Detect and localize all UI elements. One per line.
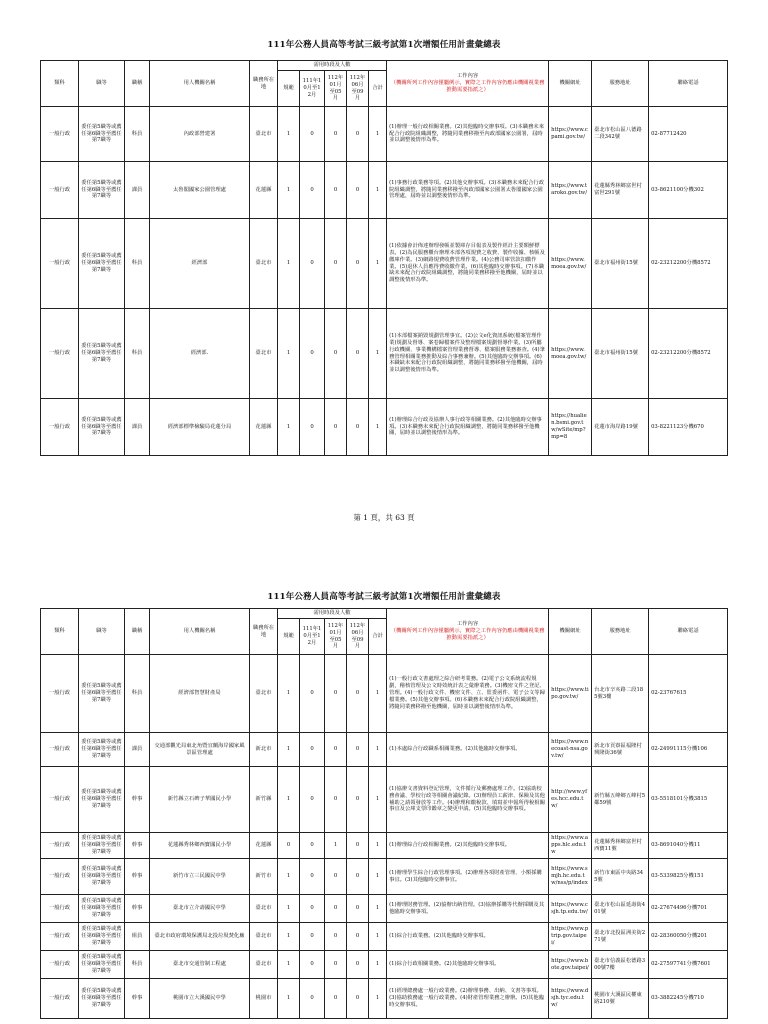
cell-address: 臺北市北投區洲美街271號 bbox=[592, 923, 649, 951]
cell-grade: 委任第5職等或薦任第6職等至薦任第7職等 bbox=[79, 895, 125, 923]
header-duty-note: （機關所列工作內容僅屬例示，實際之工作內容仍應由機關視業務推動需要指派之） bbox=[390, 628, 545, 641]
cell-duty: (1)綜合行政相關業務。(2)其他臨時交辦事項。 bbox=[387, 951, 549, 979]
cell-post: 課員 bbox=[125, 733, 150, 767]
cell-track: 一般行政 bbox=[41, 733, 79, 767]
header-period-3: 112年06月至09月 bbox=[347, 71, 369, 107]
cell-period-3: 0 bbox=[347, 859, 369, 895]
cell-duty: (1)協辦文書資料登記管理，文件循行及郵務處理工作。(2)協助校務會議、學校行政等相關會議紀錄。(3)辦理員工薪津、保險及其他補助之請領發放等工作。(4)辦理和繳稅款、填寫並申報所得稅相關事宜及公庫支票印鑑章之變更申請。(5)其他臨時交辦事項。 bbox=[387, 767, 549, 833]
cell-post: 科員 bbox=[125, 219, 150, 309]
cell-spec: 1 bbox=[278, 859, 300, 895]
cell-duty: (1)辦理一般行政相關業務。(2)其他臨時交辦事項。(3)本職務未來配合行政院組織調整，將隨同業務移撥至內政部國家公園署，屆時並以調整後情形為準。 bbox=[387, 107, 549, 162]
cell-agency: 經濟部智慧財產局 bbox=[150, 655, 250, 733]
cell-grade: 委任第5職等或薦任第6職等至薦任第7職等 bbox=[79, 655, 125, 733]
table-row bbox=[41, 979, 728, 1019]
cell-phone: 03-5339825分機151 bbox=[649, 859, 728, 895]
cell-total: 1 bbox=[369, 733, 387, 767]
cell-spec: 1 bbox=[278, 895, 300, 923]
cell-address: 花蓮縣秀林鄉富世村西寶11號 bbox=[592, 833, 649, 859]
cell-duty: (1)依據會計佈達辦理發帳並製庫存目報表及製作經計主要額鮮標表。(2)為民服務櫃台辦理本部各項規費之收費、製作收據、核帳及繳庫作業。(3)網路規費收費管理作業。(4)公務司庫管款扣繳作業。(5)退休人員應得費收繳作業。(6)其他臨時交辦事項。(7)本職缺未來配合行政院組織調整，將隨同業務移撥至他機關，屆時並以調整後情形為準。 bbox=[387, 219, 549, 309]
cell-website: https://www.cpami.gov.tw/ bbox=[549, 107, 592, 162]
cell-period-3: 0 bbox=[347, 833, 369, 859]
cell-website: https://www.necoast-nsa.gov.tw/ bbox=[549, 733, 592, 767]
cell-post: 科員 bbox=[125, 107, 150, 162]
cell-period-2: 0 bbox=[325, 767, 347, 833]
cell-grade: 委任第5職等或薦任第6職等至薦任第7職等 bbox=[79, 219, 125, 309]
allocation-table bbox=[40, 60, 728, 456]
cell-spec: 1 bbox=[278, 107, 300, 162]
table-body bbox=[41, 655, 728, 1019]
cell-period-3: 0 bbox=[347, 107, 369, 162]
cell-phone: 03-8621100分機302 bbox=[649, 162, 728, 219]
cell-track: 一般行政 bbox=[41, 162, 79, 219]
cell-post: 課員 bbox=[125, 162, 150, 219]
cell-location: 臺北市 bbox=[250, 107, 278, 162]
cell-period-1: 0 bbox=[300, 833, 325, 859]
cell-track: 一般行政 bbox=[41, 219, 79, 309]
cell-duty: (1)事務行政業務等項。(2)其他交辦事項。(3)本職務未來配合行政院組織調整，將隨同業務移撥至內政部國家公園署太魯閣國家公園管理處，屆時並以調整後情形為準。 bbox=[387, 162, 549, 219]
cell-period-3: 0 bbox=[347, 655, 369, 733]
cell-period-3: 0 bbox=[347, 923, 369, 951]
cell-agency: 太魯閣國家公園管理處 bbox=[150, 162, 250, 219]
cell-period-2: 0 bbox=[325, 951, 347, 979]
cell-grade: 委任第5職等或薦任第6職等至薦任第7職等 bbox=[79, 733, 125, 767]
cell-website: https://www.tipo.gov.tw/ bbox=[549, 655, 592, 733]
cell-period-2: 0 bbox=[325, 895, 347, 923]
header-post: 職稱 bbox=[125, 61, 150, 107]
header-address: 服務地址 bbox=[592, 61, 649, 107]
cell-location: 桃園市 bbox=[250, 979, 278, 1019]
cell-period-2: 1 bbox=[325, 833, 347, 859]
cell-phone: 02-24991115分機106 bbox=[649, 733, 728, 767]
cell-period-1: 0 bbox=[300, 655, 325, 733]
cell-phone: 03-5518101分機3815 bbox=[649, 767, 728, 833]
header-period-2: 112年01月至05月 bbox=[325, 71, 347, 107]
cell-period-1: 0 bbox=[300, 107, 325, 162]
cell-period-3: 0 bbox=[347, 309, 369, 399]
cell-period-2: 0 bbox=[325, 107, 347, 162]
cell-address: 台北市辛亥路二段185號3樓 bbox=[592, 655, 649, 733]
cell-post: 組員 bbox=[125, 923, 150, 951]
cell-grade: 委任第5職等或薦任第6職等至薦任第7職等 bbox=[79, 309, 125, 399]
table-header bbox=[41, 609, 728, 655]
cell-post: 幹事 bbox=[125, 895, 150, 923]
header-period-2: 112年01月至05月 bbox=[325, 619, 347, 655]
cell-agency: 新竹縣立石碑子華國民小學 bbox=[150, 767, 250, 833]
cell-period-1: 0 bbox=[300, 162, 325, 219]
cell-address: 花蓮市海岸路19號 bbox=[592, 399, 649, 456]
cell-post: 科員 bbox=[125, 951, 150, 979]
cell-website: https://www.smjh.hc.edu.tw/nss/p/index bbox=[549, 859, 592, 895]
cell-period-2: 0 bbox=[325, 219, 347, 309]
cell-grade: 委任第5職等或薦任第6職等至薦任第7職等 bbox=[79, 162, 125, 219]
cell-period-2: 0 bbox=[325, 309, 347, 399]
cell-agency: 臺北市政府環境保護局北投垃圾焚化廠 bbox=[150, 923, 250, 951]
table-header bbox=[41, 61, 728, 107]
cell-agency: 交通部觀光局東北角暨宜蘭海岸國家風景區管理處 bbox=[150, 733, 250, 767]
cell-phone: 03-8221123分機670 bbox=[649, 399, 728, 456]
cell-track: 一般行政 bbox=[41, 655, 79, 733]
cell-period-3: 0 bbox=[347, 399, 369, 456]
header-duty-label: 工作內容 bbox=[456, 73, 479, 80]
cell-period-1: 0 bbox=[300, 399, 325, 456]
cell-agency: 臺北市交通管制工程處 bbox=[150, 951, 250, 979]
cell-agency: 新竹市立三民國民中學 bbox=[150, 859, 250, 895]
cell-location: 新竹市 bbox=[250, 859, 278, 895]
header-website: 機關網址 bbox=[549, 609, 592, 655]
header-duty bbox=[387, 609, 549, 655]
cell-track: 一般行政 bbox=[41, 951, 79, 979]
cell-period-2: 0 bbox=[325, 733, 347, 767]
cell-grade: 委任第5職等或薦任第6職等至薦任第7職等 bbox=[79, 951, 125, 979]
cell-track: 一般行政 bbox=[41, 767, 79, 833]
cell-period-1: 0 bbox=[300, 309, 325, 399]
cell-location: 花蓮縣 bbox=[250, 162, 278, 219]
header-grade: 職等 bbox=[79, 609, 125, 655]
cell-phone: 02-27674496分機701 bbox=[649, 895, 728, 923]
cell-total: 1 bbox=[369, 399, 387, 456]
cell-spec: 1 bbox=[278, 979, 300, 1019]
cell-agency: 經濟部標準檢驗局花蓮分局 bbox=[150, 399, 250, 456]
cell-spec: 1 bbox=[278, 923, 300, 951]
table-row bbox=[41, 655, 728, 733]
header-location: 職務所在地 bbox=[250, 61, 278, 107]
cell-grade: 委任第5職等或薦任第6職等至薦任第7職等 bbox=[79, 767, 125, 833]
cell-post: 科員 bbox=[125, 655, 150, 733]
header-period-1: 111年10月至12月 bbox=[300, 619, 325, 655]
cell-location: 臺北市 bbox=[250, 923, 278, 951]
cell-grade: 委任第5職等或薦任第6職等至薦任第7職等 bbox=[79, 859, 125, 895]
cell-track: 一般行政 bbox=[41, 399, 79, 456]
cell-agency: 桃園市立大溪國民中學 bbox=[150, 979, 250, 1019]
cell-website: https://www.dsjh.tyc.edu.tw/ bbox=[549, 979, 592, 1019]
cell-track: 一般行政 bbox=[41, 833, 79, 859]
header-duty-label: 工作內容 bbox=[456, 621, 479, 628]
cell-total: 1 bbox=[369, 219, 387, 309]
table-row bbox=[41, 895, 728, 923]
cell-period-2: 0 bbox=[325, 655, 347, 733]
cell-grade: 委任第5職等或薦任第6職等至薦任第7職等 bbox=[79, 979, 125, 1019]
cell-total: 1 bbox=[369, 309, 387, 399]
cell-grade: 委任第5職等或薦任第6職等至薦任第7職等 bbox=[79, 399, 125, 456]
table-body bbox=[41, 107, 728, 456]
cell-location: 臺北市 bbox=[250, 895, 278, 923]
cell-period-3: 0 bbox=[347, 733, 369, 767]
cell-track: 一般行政 bbox=[41, 923, 79, 951]
cell-phone: 03-8691040分機11 bbox=[649, 833, 728, 859]
table-row bbox=[41, 309, 728, 399]
cell-period-1: 0 bbox=[300, 895, 325, 923]
cell-post: 幹事 bbox=[125, 767, 150, 833]
cell-address: 臺北市福州街15號 bbox=[592, 309, 649, 399]
table-row bbox=[41, 162, 728, 219]
cell-period-1: 0 bbox=[300, 979, 325, 1019]
cell-duty: (1)綜合行政業務。(2)其他臨時交辦事項。 bbox=[387, 923, 549, 951]
table-row bbox=[41, 833, 728, 859]
header-phone: 聯絡電話 bbox=[649, 609, 728, 655]
page-footer: 第 1 頁，共 63 頁 bbox=[353, 513, 415, 522]
cell-track: 一般行政 bbox=[41, 895, 79, 923]
cell-duty: (1)辦理財務管理。(2)協辦出納管理。(3)協辦採購等代辦採購及其他臨時交辦事項。 bbox=[387, 895, 549, 923]
table-row bbox=[41, 951, 728, 979]
table-row bbox=[41, 767, 728, 833]
cell-period-3: 0 bbox=[347, 162, 369, 219]
cell-period-2: 0 bbox=[325, 923, 347, 951]
cell-duty: (1)辦理學生綜合行政管理事項。(2)辦理各項財產管理、小額採購事宜。(3)其他臨時交辦事宜。 bbox=[387, 859, 549, 895]
cell-location: 臺北市 bbox=[250, 309, 278, 399]
cell-location: 臺北市 bbox=[250, 219, 278, 309]
cell-address: 臺北市信義區松德路300號7樓 bbox=[592, 951, 649, 979]
cell-period-1: 0 bbox=[300, 923, 325, 951]
header-post: 職稱 bbox=[125, 609, 150, 655]
cell-spec: 1 bbox=[278, 162, 300, 219]
cell-track: 一般行政 bbox=[41, 309, 79, 399]
cell-total: 1 bbox=[369, 107, 387, 162]
header-website: 機關網址 bbox=[549, 61, 592, 107]
cell-website: https://www.moea.gov.tw/ bbox=[549, 309, 592, 399]
cell-period-3: 0 bbox=[347, 219, 369, 309]
cell-agency: 經濟部 bbox=[150, 219, 250, 309]
cell-location: 花蓮縣 bbox=[250, 833, 278, 859]
cell-period-1: 0 bbox=[300, 733, 325, 767]
cell-website: http://www.yfes.hcc.edu.tw/ bbox=[549, 767, 592, 833]
cell-period-1: 0 bbox=[300, 219, 325, 309]
cell-post: 幹事 bbox=[125, 859, 150, 895]
cell-period-2: 0 bbox=[325, 399, 347, 456]
cell-total: 1 bbox=[369, 655, 387, 733]
cell-phone: 02-23212200分機8572 bbox=[649, 219, 728, 309]
header-supply-group: 需用時段及人數 bbox=[278, 609, 387, 619]
cell-spec: 1 bbox=[278, 219, 300, 309]
cell-period-1: 0 bbox=[300, 951, 325, 979]
cell-duty: (1)辦理綜合行政相關業務。(2)其他臨時交辦事項。 bbox=[387, 833, 549, 859]
cell-total: 1 bbox=[369, 895, 387, 923]
cell-period-1: 0 bbox=[300, 859, 325, 895]
header-spec: 規範 bbox=[278, 71, 300, 107]
cell-address: 桃園市大溪區民權東路210號 bbox=[592, 979, 649, 1019]
table-row bbox=[41, 219, 728, 309]
cell-post: 幹事 bbox=[125, 979, 150, 1019]
cell-phone: 02-23767615 bbox=[649, 655, 728, 733]
table-row bbox=[41, 859, 728, 895]
cell-period-3: 0 bbox=[347, 951, 369, 979]
cell-website: https://www.moea.gov.tw/ bbox=[549, 219, 592, 309]
cell-duty: (1)辦理綜合行政及協辦人事行政等相關業務。(2)其他臨時交辦事項。(3)本職務未來配合行政院組織調整，將隨同業務移撥至他機關，屆時並以調整後情形為準。 bbox=[387, 399, 549, 456]
cell-address: 新北市貢寮區福隆村興隆街36號 bbox=[592, 733, 649, 767]
cell-total: 1 bbox=[369, 859, 387, 895]
cell-address: 臺北市松山區八德路二段342號 bbox=[592, 107, 649, 162]
cell-total: 1 bbox=[369, 923, 387, 951]
header-period-3: 112年06月至09月 bbox=[347, 619, 369, 655]
document-title: 111年公務人員高等考試三級考試第1次增額任用計畫彙總表 bbox=[267, 592, 501, 602]
cell-duty: (1)一般行政文書處理之綜合研考業務。(2)電子公文系統流程規劃，稽核管理及公文時效統計表之彙辦業務。(3)機密文件之登記、管理。(4)一般行政文件、機密文件、立、監委函件、電子公文等歸檔業務。(5)其他交辦事項。(6)本職務未來配合行政院組織調整，將隨同業務移撥至他機關，屆時並以調整後情形為準。 bbox=[387, 655, 549, 733]
cell-total: 1 bbox=[369, 833, 387, 859]
cell-agency: 內政部營建署 bbox=[150, 107, 250, 162]
cell-phone: 02-23212200分機8572 bbox=[649, 309, 728, 399]
cell-website: https://www.taroko.gov.tw/ bbox=[549, 162, 592, 219]
cell-spec: 1 bbox=[278, 399, 300, 456]
cell-address: 臺北市松山區延壽街401號 bbox=[592, 895, 649, 923]
cell-website: https://hualien.bsmi.gov.tw/wSite/mp?mp=8 bbox=[549, 399, 592, 456]
cell-location: 新北市 bbox=[250, 733, 278, 767]
header-total: 合計 bbox=[369, 619, 387, 655]
cell-grade: 委任第5職等或薦任第6職等至薦任第7職等 bbox=[79, 833, 125, 859]
cell-track: 一般行政 bbox=[41, 979, 79, 1019]
header-agency: 用人機關名稱 bbox=[150, 609, 250, 655]
cell-address: 新竹市東區中央路345號 bbox=[592, 859, 649, 895]
allocation-table bbox=[40, 608, 728, 1019]
cell-address: 花蓮縣秀林鄉富世村富世291號 bbox=[592, 162, 649, 219]
cell-location: 新竹縣 bbox=[250, 767, 278, 833]
cell-website: https://www.apps.hlc.edu.tw bbox=[549, 833, 592, 859]
cell-period-2: 0 bbox=[325, 162, 347, 219]
cell-agency: 經濟部. bbox=[150, 309, 250, 399]
cell-period-1: 0 bbox=[300, 767, 325, 833]
header-duty bbox=[387, 61, 549, 107]
table-row bbox=[41, 399, 728, 456]
table-row bbox=[41, 923, 728, 951]
cell-spec: 1 bbox=[278, 767, 300, 833]
cell-phone: 02-87712420 bbox=[649, 107, 728, 162]
cell-phone: 03-3882245分機710 bbox=[649, 979, 728, 1019]
cell-period-2: 0 bbox=[325, 979, 347, 1019]
header-spec: 規範 bbox=[278, 619, 300, 655]
header-total: 合計 bbox=[369, 71, 387, 107]
cell-period-2: 0 bbox=[325, 859, 347, 895]
cell-spec: 1 bbox=[278, 733, 300, 767]
cell-spec: 1 bbox=[278, 309, 300, 399]
document-title: 111年公務人員高等考試三級考試第1次增額任用計畫彙總表 bbox=[267, 40, 501, 50]
cell-website: https://www.bote.gov.taipei/ bbox=[549, 951, 592, 979]
cell-address: 臺北市福州街15號 bbox=[592, 219, 649, 309]
header-phone: 聯絡電話 bbox=[649, 61, 728, 107]
cell-track: 一般行政 bbox=[41, 107, 79, 162]
cell-address: 新竹縣五峰鄉五峰村5鄰59號 bbox=[592, 767, 649, 833]
cell-phone: 02-27597741分機7601 bbox=[649, 951, 728, 979]
header-location: 職務所在地 bbox=[250, 609, 278, 655]
cell-spec: 1 bbox=[278, 951, 300, 979]
header-agency: 用人機關名稱 bbox=[150, 61, 250, 107]
table-row bbox=[41, 733, 728, 767]
cell-track: 一般行政 bbox=[41, 859, 79, 895]
header-track: 類科 bbox=[41, 609, 79, 655]
cell-location: 花蓮縣 bbox=[250, 399, 278, 456]
cell-grade: 委任第5職等或薦任第6職等至薦任第7職等 bbox=[79, 107, 125, 162]
cell-post: 科員 bbox=[125, 309, 150, 399]
cell-duty: (1)經理總務處一般行政業務。(2)辦理事務、出納、文書等事項。(3)協助救務處一般行政業務。(4)財產管理業務之辦辦。(5)其他臨時交辦事項。 bbox=[387, 979, 549, 1019]
cell-duty: (1)本處綜合行政職系相關業務。(2)其他臨時交辦事項。 bbox=[387, 733, 549, 767]
cell-agency: 臺北市立介壽國民中學 bbox=[150, 895, 250, 923]
cell-post: 幹事 bbox=[125, 833, 150, 859]
cell-period-3: 0 bbox=[347, 767, 369, 833]
header-period-1: 111年10月至12月 bbox=[300, 71, 325, 107]
header-address: 服務地址 bbox=[592, 609, 649, 655]
table-row bbox=[41, 107, 728, 162]
cell-location: 臺北市 bbox=[250, 951, 278, 979]
cell-post: 課員 bbox=[125, 399, 150, 456]
cell-duty: (1)本部檔案銷毀規劃管理事宜。(2)公文e化資訊系統(檔案管理作業)規劃及督導、案卷歸檔案件及整理檔案規劃督導作業。(3)所屬行政機關、事業機構檔案管理業務督導、檔案服務業務審查。(4)筆務管理相關業務推動及綜合事務兼辦。(5)其他臨時交辦事項。(6)本職缺未來配合行政院組織調整，將隨同業務移撥至他機關，屆時並以調整後情形為準。 bbox=[387, 309, 549, 399]
cell-period-3: 0 bbox=[347, 979, 369, 1019]
cell-total: 1 bbox=[369, 162, 387, 219]
header-track: 類科 bbox=[41, 61, 79, 107]
cell-spec: 0 bbox=[278, 833, 300, 859]
cell-phone: 02-28360050分機201 bbox=[649, 923, 728, 951]
cell-agency: 花蓮縣秀林鄉西寶國民小學 bbox=[150, 833, 250, 859]
header-grade: 職等 bbox=[79, 61, 125, 107]
cell-total: 1 bbox=[369, 951, 387, 979]
cell-location: 臺北市 bbox=[250, 655, 278, 733]
cell-total: 1 bbox=[369, 767, 387, 833]
cell-grade: 委任第5職等或薦任第6職等至薦任第7職等 bbox=[79, 923, 125, 951]
cell-spec: 1 bbox=[278, 655, 300, 733]
header-duty-note: （機關所列工作內容僅屬例示，實際之工作內容仍應由機關視業務推動需要指派之） bbox=[390, 80, 545, 93]
header-supply-group: 需用時段及人數 bbox=[278, 61, 387, 71]
cell-total: 1 bbox=[369, 979, 387, 1019]
cell-website: https://www.ptrip.gov.taipei/ bbox=[549, 923, 592, 951]
cell-website: https://www.csjh.tp.edu.tw/ bbox=[549, 895, 592, 923]
cell-period-3: 0 bbox=[347, 895, 369, 923]
